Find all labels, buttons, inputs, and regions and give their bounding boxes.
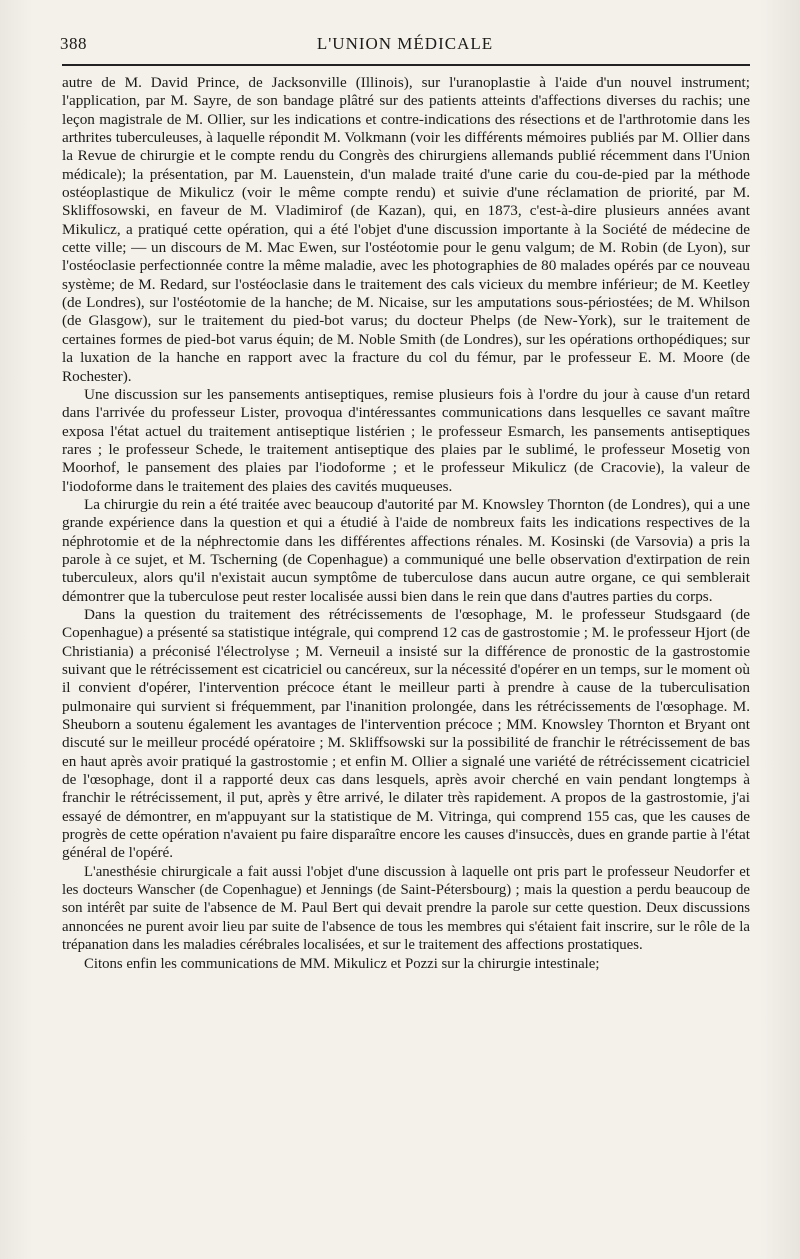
paragraph: Dans la question du traitement des rétrécissements de l'œsophage, M. le professeur Studsgaard (de Copenhague) a présenté sa statistique intégrale, qui comprend 12 cas de gastrostomie ; M. le professeur Hjort (de Christiania) a préconisé l'électrolyse ; M. Verneuil a insisté sur la différence de pronostic de la gastrostomie suivant que le rétrécissement est cicatriciel ou cancéreux, sur la nécessité d'opérer en un temps, sur le moment où il convient d'opérer, l'intervention précoce étant le meilleur parti à prendre à cause de la tuberculisation pulmonaire qui survient si fréquemment, par l'inanition prolongée, dans les rétrécissements de l'œsophage. M. Sheuborn a soutenu également les avantages de l'intervention précoce ; MM. Knowsley Thornton et Bryant ont discuté sur le meilleur procédé opératoire ; M. Skliffsowski sur la possibilité de franchir le rétrécissement de bas en haut après avoir pratiqué la gastrostomie ; et enfin M. Ollier a signalé une variété de rétrécissement cicatriciel de l'œsophage, dont il a rapporté deux cas dans lesquels, après avoir cherché en vain pendant longtemps à franchir le rétrécissement, il put, après y être arrivé, le dilater très rapidement. A propos de la gastrostomie, j'ai essayé de démontrer, en m'appuyant sur la statistique de M. Vitringa, qui comprend 155 cas, que les causes de progrès de cette opération n'avaient pu faire disparaître encore les causes d'insuccès, dues en grande partie à l'état général de l'opéré. (62, 605, 750, 862)
paragraph: L'anesthésie chirurgicale a fait aussi l'objet d'une discussion à laquelle ont pris part le professeur Neudorfer et les docteurs Wanscher (de Copenhague) et Jennings (de Saint-Pétersbourg) ; mais la question a perdu beaucoup de son intérêt par suite de l'absence de M. Paul Bert qui devait prendre la parole sur cette question. Deux discussions annoncées ne purent avoir lieu par suite de l'absence de tous les membres qui s'étaient fait inscrire, sur le rôle de la trépanation dans les maladies cérébrales localisées, et sur le traitement des affections prostatiques. (62, 863, 750, 954)
page-header (60, 34, 750, 58)
page-number: 388 (60, 34, 87, 53)
article-body (62, 74, 750, 973)
running-title: L'UNION MÉDICALE (316, 34, 494, 53)
paragraph: Une discussion sur les pansements antiseptiques, remise plusieurs fois à l'ordre du jour à cause d'un retard dans l'arrivée du professeur Lister, provoqua d'intéressantes communications dans lesquelles ce savant maître exposa l'état actuel du traitement antiseptique listérien ; le professeur Esmarch, les pansements antiseptiques rares ; le professeur Schede, le traitement antiseptique des plaies par le sublimé, le professeur Mosetig von Moorhof, le pansement des plaies par l'iodoforme ; et le professeur Mikulicz (de Cracovie), la valeur de l'iodoforme dans le traitement des plaies des cavités muqueuses. (62, 385, 750, 495)
paragraph: La chirurgie du rein a été traitée avec beaucoup d'autorité par M. Knowsley Thornton (de Londres), qui a une grande expérience dans la question et qui a étudié à l'aide de nombreux faits les indications respectives de la néphrotomie et de la néphrectomie dans les différentes affections rénales. M. Kosinski (de Varsovia) a pris la parole à ce sujet, et M. Tscherning (de Copenhague) a communiqué une belle observation d'extirpation de rein tuberculeux, alors qu'il n'existait aucun symptôme de tuberculose dans aucun autre organe, ce qui semblerait démontrer que la tuberculose peut rester localisée aussi bien dans le rein que dans d'autres parties du corps. (62, 495, 750, 605)
header-rule (62, 64, 750, 66)
paragraph: Citons enfin les communications de MM. Mikulicz et Pozzi sur la chirurgie intestinale; (84, 955, 600, 972)
paragraph: autre de M. David Prince, de Jacksonville (Illinois), sur l'uranoplastie à l'aide d'un nouvel instrument; l'application, par M. Sayre, de son bandage plâtré sur des patients atteints d'affections diverses du rachis; une leçon magistrale de M. Ollier, sur les indications et contre-indications des résections et de l'arthrotomie dans les arthrites tuberculeuses, à laquelle répondit M. Volkmann (voir les différents mémoires publiés par M. Ollier dans la Revue de chirurgie et le compte rendu du Congrès des chirurgiens allemands publié récemment dans l'Union médicale); la présentation, par M. Lauenstein, d'un malade traité d'une carie du cou-de-pied par la méthode ostéoplastique de Mikulicz (voir le même compte rendu) et suivie d'une réclamation de priorité, par M. Skliffosowski, en faveur de M. Vladimirof (de Kazan), qui, en 1873, c'est-à-dire plusieurs années avant Mikulicz, a pratiqué cette opération, qui a été l'objet d'une discussion importante à la Société de médecine de cette ville; — un discours de M. Mac Ewen, sur l'ostéotomie pour le genu valgum; de M. Robin (de Lyon), sur l'ostéoclasie perfectionnée contre la même maladie, avec les photographies de 80 malades opérés par ce nouveau système; de M. Redard, sur l'ostéoclasie dans le traitement des cals vicieux du membre inférieur; de M. Keetley (de Londres), sur l'ostéotomie de la hanche; de M. Nicaise, sur les amputations sous-périostées; de M. Whilson (de Glasgow), sur le traitement du pied-bot varus; du docteur Phelps (de New-York), sur le traitement de certaines formes de pied-bot varus équin; de M. Noble Smith (de Londres), sur les opérations orthopédiques; sur la luxation de la hanche en rapport avec la fracture du col du fémur, par le professeur E. M. Moore (de Rochester). (62, 74, 750, 385)
